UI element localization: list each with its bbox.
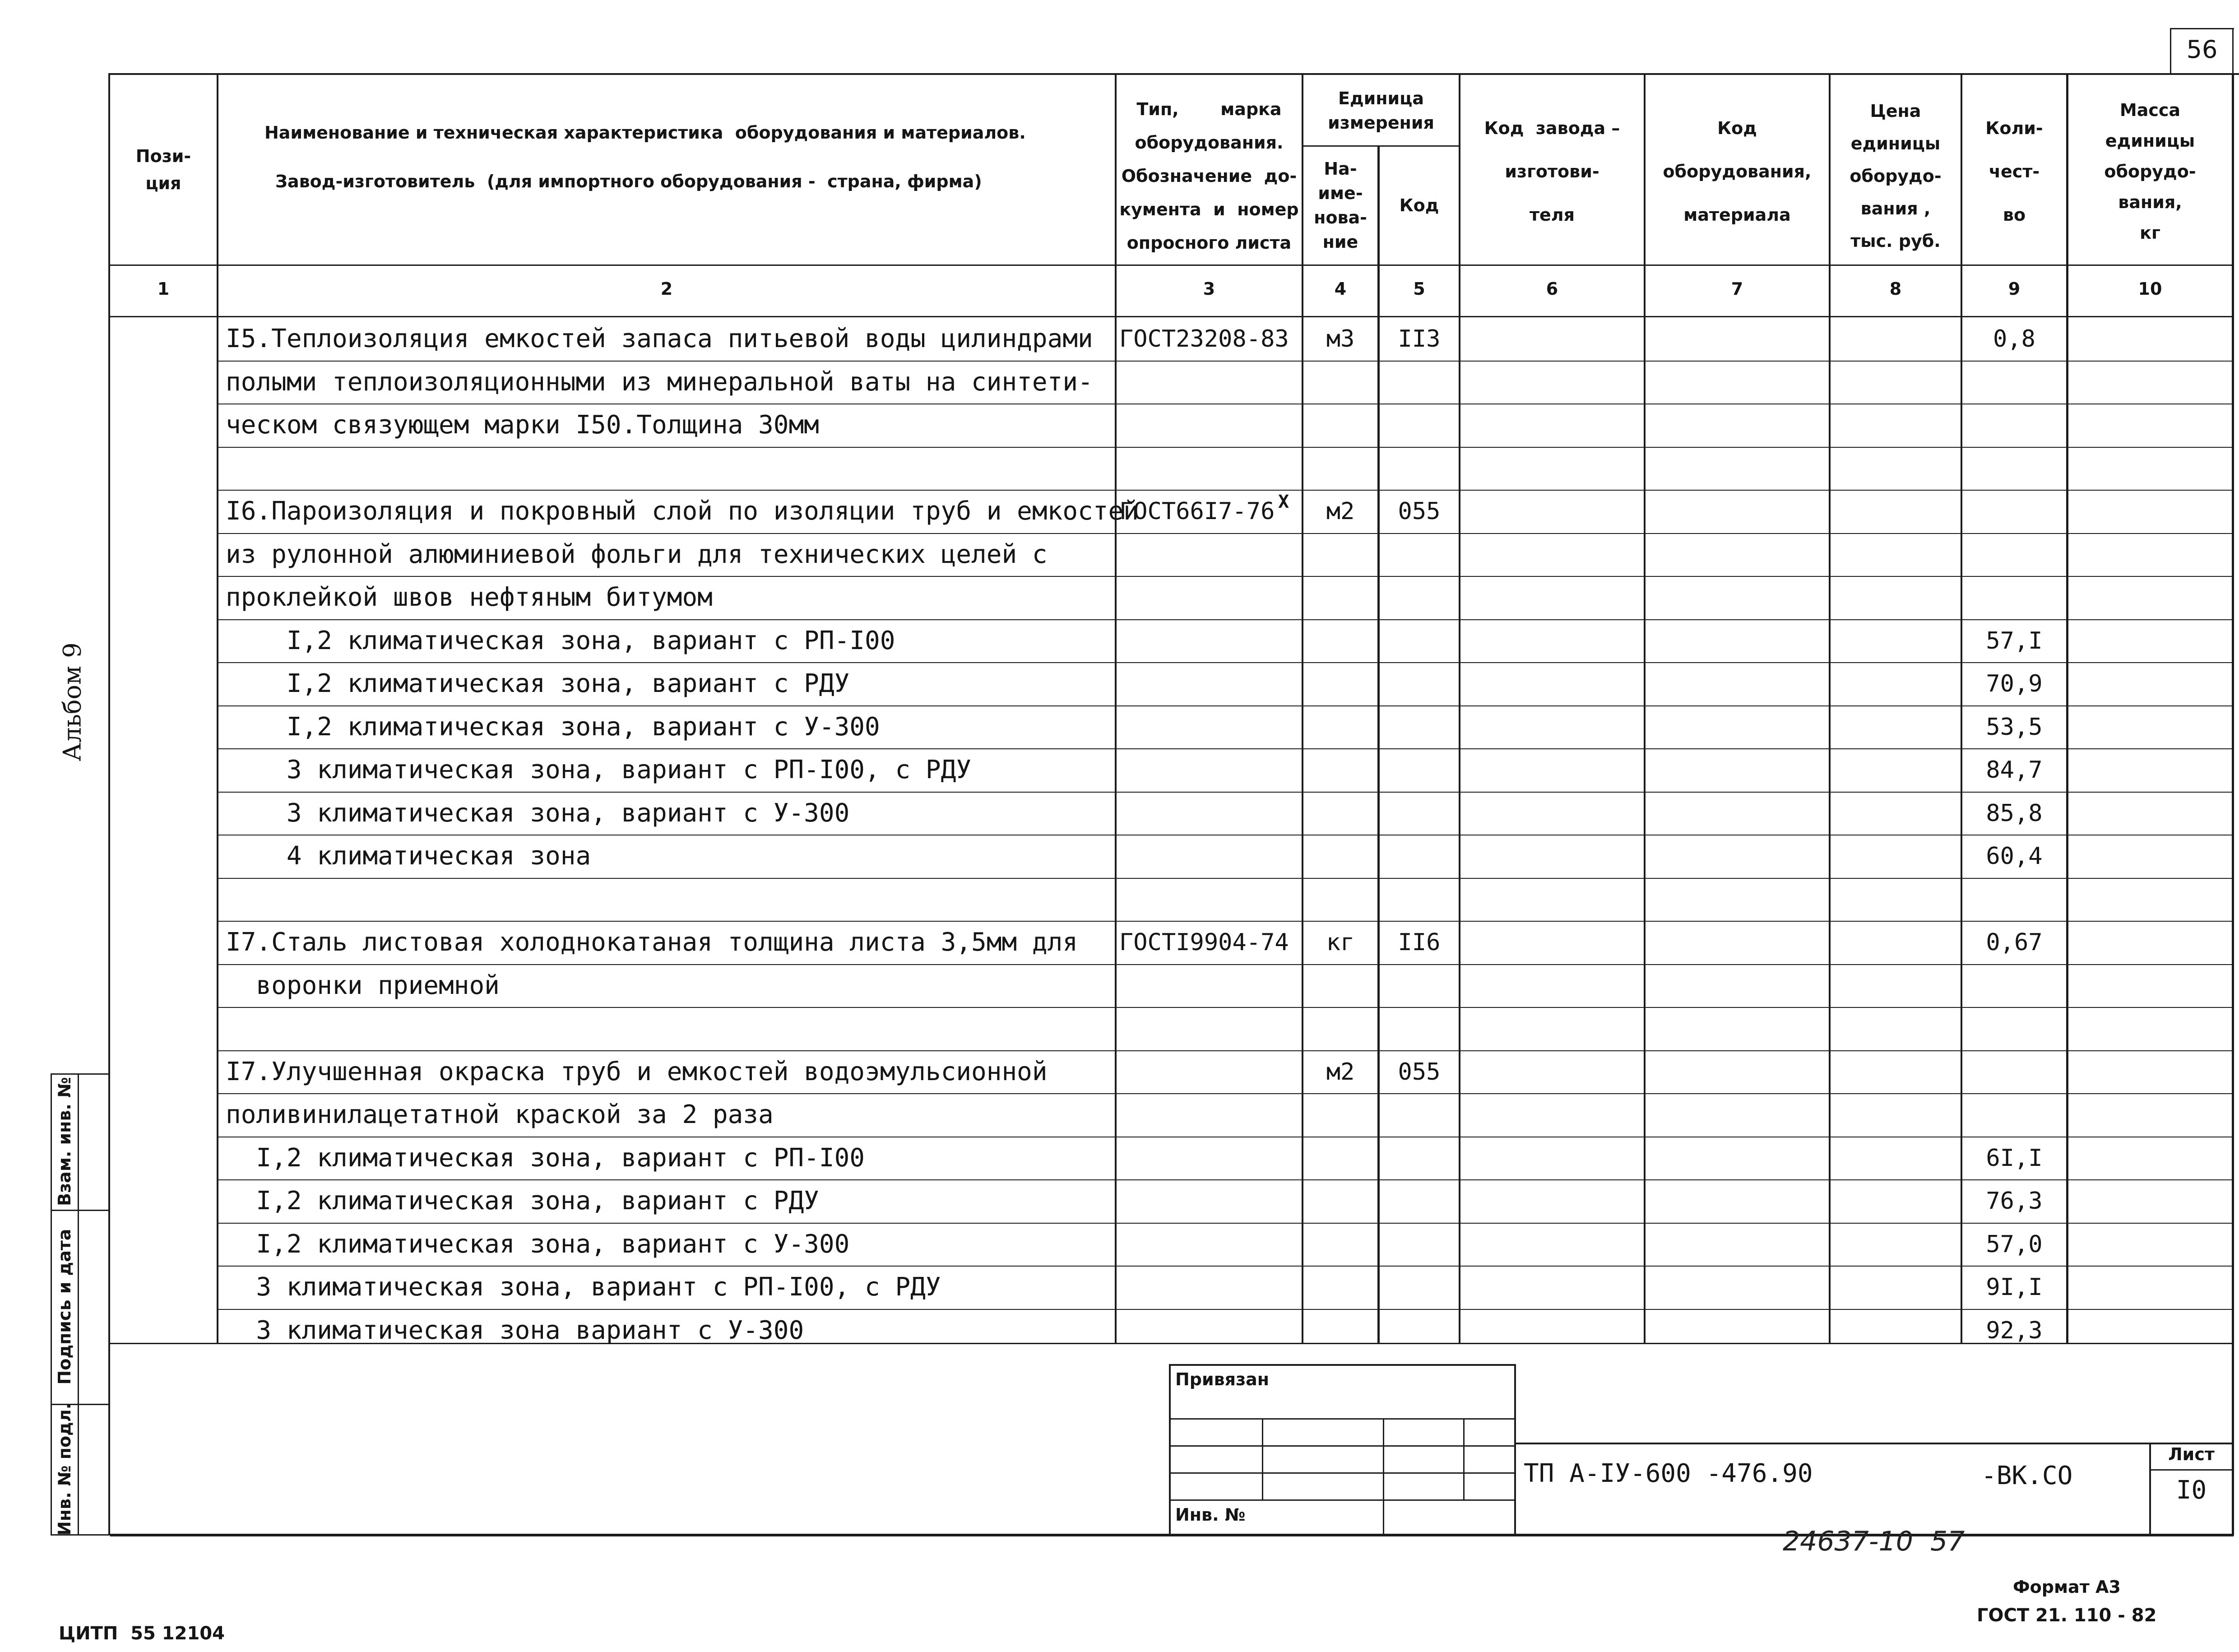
row-description: ческом связующем марки I50.Толщина 30мм xyxy=(226,410,819,440)
row-description: 3 климатическая зона, вариант с РП-I00, с РДУ xyxy=(226,755,972,784)
row-description: полыми теплоизоляционными из минеральной ваты на синтети- xyxy=(226,367,1093,397)
row-description: I6.Пароизоляция и покровный слой по изоляции труб и емкостей xyxy=(226,497,1139,526)
row-code: 055 xyxy=(1398,498,1441,525)
sheet-number: I0 xyxy=(2176,1476,2207,1505)
column-number-6: 6 xyxy=(1546,279,1558,299)
row-quantity: 85,8 xyxy=(1986,800,2043,827)
handwritten-note: 24637-10 57 xyxy=(1783,1526,1965,1557)
stamp-replacement-inv: Взам. инв. № xyxy=(55,1077,74,1206)
row-description: I,2 климатическая зона, вариант с РП-I00 xyxy=(226,1143,865,1173)
document-code: ТП А-IУ-600 -476.90 xyxy=(1524,1459,1813,1488)
format-label: Формат А3 xyxy=(2013,1577,2121,1597)
row-description: проклейкой швов нефтяным битумом xyxy=(226,583,713,612)
row-document: ГОСТ23208-83 xyxy=(1119,325,1289,353)
row-description: I,2 климатическая зона, вариант с РДУ xyxy=(226,1186,819,1216)
row-unit: м3 xyxy=(1326,325,1355,353)
row-description: воронки приемной xyxy=(226,971,500,1000)
row-document: ГОСТI9904-74 xyxy=(1119,929,1289,956)
row-quantity: 57,0 xyxy=(1986,1231,2043,1258)
header-position: Пози- ция xyxy=(135,146,191,193)
header-unit-code: Код xyxy=(1399,195,1439,215)
column-number-1: 1 xyxy=(157,279,170,299)
header-unit: Единица измерения xyxy=(1328,88,1434,133)
row-unit: кг xyxy=(1326,929,1355,956)
row-description: I5.Теплоизоляция емкостей запаса питьевой воды цилиндрами xyxy=(226,324,1093,353)
row-document-superscript: Х xyxy=(1278,492,1289,512)
document-suffix: -ВК.СО xyxy=(1981,1461,2073,1490)
row-quantity: 0,67 xyxy=(1986,929,2043,956)
column-number-8: 8 xyxy=(1889,279,1902,299)
header-factory-code: Код завода – изготови- теля xyxy=(1484,118,1620,225)
sheet-corner-number: 56 xyxy=(2186,35,2218,64)
row-description: I,2 климатическая зона, вариант с У-300 xyxy=(226,712,880,742)
row-quantity: 60,4 xyxy=(1986,843,2043,870)
print-mark: ЦИТП 55 12104 xyxy=(59,1623,225,1644)
row-description: 4 климатическая зона xyxy=(226,841,591,871)
stamp-signature-date: Подпись и дата xyxy=(55,1229,74,1385)
header-price: Цена единицы оборудо- вания , тыс. руб. xyxy=(1850,101,1942,251)
header-type-doc: Тип, марка оборудования. Обозначение до- кумента и номер опросного листа xyxy=(1119,99,1299,253)
row-quantity: 9I,I xyxy=(1986,1274,2043,1301)
row-description: I7.Улучшенная окраска труб и емкостей водоэмульсионной xyxy=(226,1057,1048,1086)
row-description: I,2 климатическая зона, вариант с РДУ xyxy=(226,669,850,698)
bound-label: Привязан xyxy=(1175,1369,1270,1389)
row-description: из рулонной алюминиевой фольги для технических целей с xyxy=(226,540,1048,569)
column-number-2: 2 xyxy=(660,279,673,299)
row-quantity: 53,5 xyxy=(1986,714,2043,741)
row-description: поливинилацетатной краской за 2 раза xyxy=(226,1100,774,1129)
header-name-line1: Наименование и техническая характеристика оборудования и материалов. xyxy=(264,123,1026,143)
column-number-10: 10 xyxy=(2138,279,2162,299)
inventory-label: Инв. № xyxy=(1175,1505,1246,1525)
row-quantity: 6I,I xyxy=(1986,1145,2043,1172)
row-quantity: 57,I xyxy=(1986,627,2043,654)
row-description: I,2 климатическая зона, вариант с РП-I00 xyxy=(226,626,895,655)
row-quantity: 84,7 xyxy=(1986,756,2043,784)
row-description: 3 климатическая зона, вариант с У-300 xyxy=(226,798,850,828)
stamp-original-inv: Инв. № подл. xyxy=(55,1402,74,1536)
header-quantity: Коли- чест- во xyxy=(1985,118,2043,225)
header-name-line2: Завод-изготовитель (для импортного оборудования - страна, фирма) xyxy=(275,172,982,191)
row-code: 055 xyxy=(1398,1058,1441,1086)
row-unit: м2 xyxy=(1326,1058,1355,1086)
row-quantity: 0,8 xyxy=(1993,325,2035,353)
row-quantity: 92,3 xyxy=(1986,1317,2043,1344)
header-equipment-code: Код оборудования, материала xyxy=(1663,118,1812,225)
row-document: ГОСТ66I7-76 xyxy=(1119,498,1275,525)
column-number-4: 4 xyxy=(1334,279,1347,299)
header-mass: Масса единицы оборудо- вания, кг xyxy=(2104,100,2196,243)
row-description: I7.Сталь листовая холоднокатаная толщина листа 3,5мм для xyxy=(226,928,1078,957)
column-number-7: 7 xyxy=(1731,279,1743,299)
row-unit: м2 xyxy=(1326,498,1355,525)
column-number-3: 3 xyxy=(1203,279,1215,299)
column-number-5: 5 xyxy=(1413,279,1425,299)
row-description: 3 климатическая зона, вариант с РП-I00, с РДУ xyxy=(226,1272,941,1302)
row-code: II3 xyxy=(1398,325,1441,353)
row-quantity: 70,9 xyxy=(1986,670,2043,697)
album-label: Альбом 9 xyxy=(58,642,87,761)
row-description: 3 климатическая зона вариант с У-300 xyxy=(226,1316,804,1345)
gost-label: ГОСТ 21. 110 - 82 xyxy=(1977,1605,2157,1626)
sheet-label: Лист xyxy=(2168,1444,2215,1464)
row-code: II6 xyxy=(1398,929,1441,956)
row-quantity: 76,3 xyxy=(1986,1188,2043,1215)
row-description: I,2 климатическая зона, вариант с У-300 xyxy=(226,1230,850,1259)
column-number-9: 9 xyxy=(2008,279,2021,299)
header-unit-name: На- име- нова- ние xyxy=(1314,159,1367,252)
